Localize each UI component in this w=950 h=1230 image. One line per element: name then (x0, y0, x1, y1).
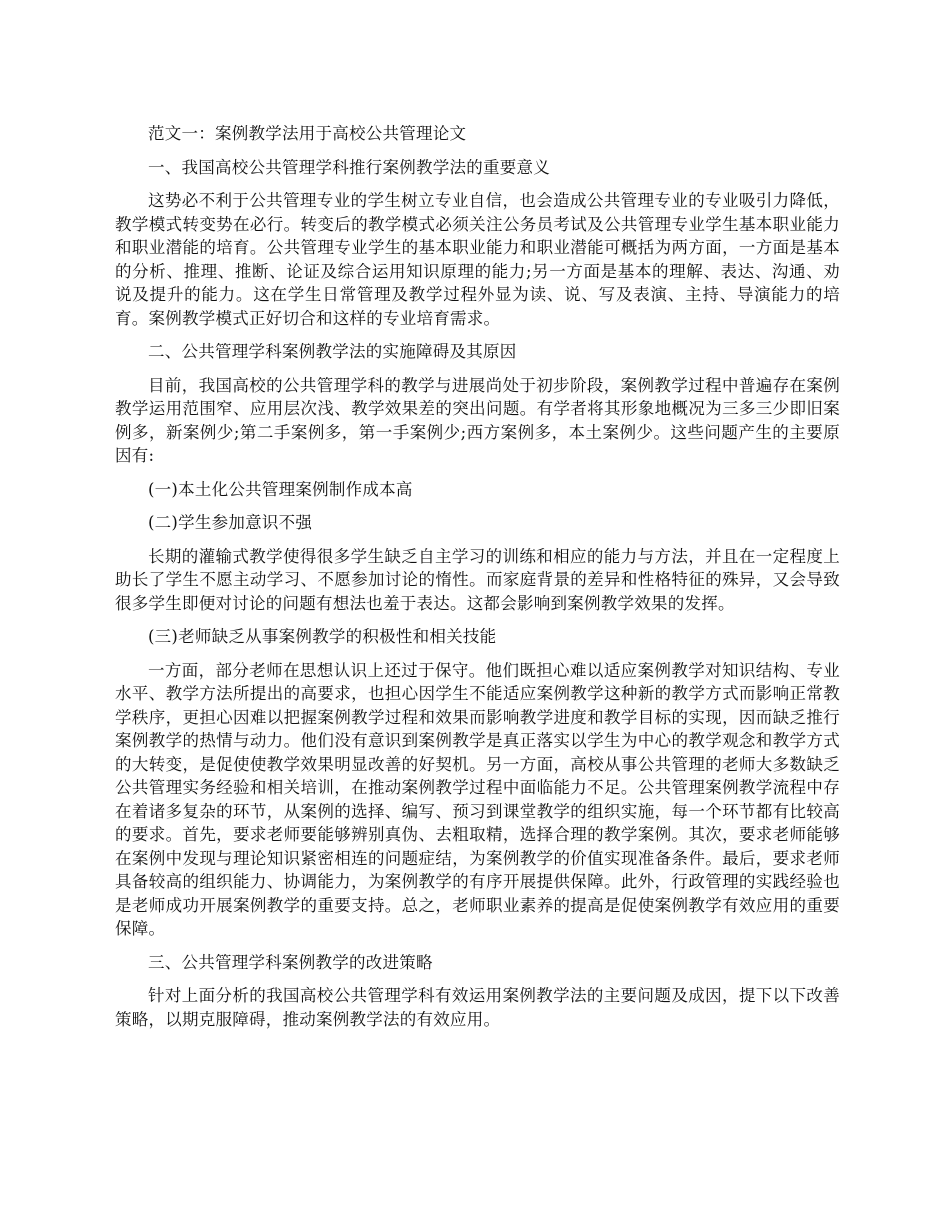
body-paragraph-1: 这势必不利于公共管理专业的学生树立专业自信，也会造成公共管理专业的专业吸引力降低，教学模式转变势在必行。转变后的教学模式必须关注公务员考试及公共管理专业学生基本职业能力和职业潜能的培育。公共管理专业学生的基本职业能力和职业潜能可概括为两方面，一方面是基本的分析、推理、推断、论证及综合运用知识原理的能力;另一方面是基本的理解、表达、沟通、劝说及提升的能力。这在学生日常管理及教学过程外显为读、说、写及表演、主持、导演能力的培育。案例教学模式正好切合和这样的专业培育需求。 (115, 191, 840, 328)
body-paragraph-3: 长期的灌输式教学使得很多学生缺乏自主学习的训练和相应的能力与方法，并且在一定程度上助长了学生不愿主动学习、不愿参加讨论的惰性。而家庭背景的差异和性格特征的殊异，又会导致很多学生即便对讨论的问题有想法也羞于表达。这都会影响到案例教学效果的发挥。 (115, 546, 840, 613)
subsection-heading-2: (二)学生参加意识不强 (148, 513, 313, 532)
document-body (115, 122, 840, 1041)
document-title: 范文一：案例教学法用于高校公共管理论文 (148, 124, 467, 143)
body-paragraph-5: 针对上面分析的我国高校公共管理学科有效运用案例教学法的主要问题及成因，提下以下改善策略，以期克服障碍，推动案例教学法的有效应用。 (115, 986, 840, 1029)
subsection-heading-3: (三)老师缺乏从事案例教学的积极性和相关技能 (148, 627, 497, 646)
body-paragraph-2: 目前，我国高校的公共管理学科的教学与进展尚处于初步阶段，案例教学过程中普遍存在案例教学运用范围窄、应用层次浅、教学效果差的突出问题。有学者将其形象地概况为三多三少即旧案例多，新案例少;第二手案例多，第一手案例少;西方案例多，本土案例少。这些问题产生的主要原因有: (115, 375, 840, 465)
section-heading-3: 三、公共管理学科案例教学的改进策略 (148, 952, 433, 972)
body-paragraph-4: 一方面，部分老师在思想认识上还过于保守。他们既担心难以适应案例教学对知识结构、专业水平、教学方法所提出的高要求，也担心因学生不能适应案例教学这种新的教学方式而影响正常教学秩序，更担心因难以把握案例教学过程和效果而影响教学进度和教学目标的实现，因而缺乏推行案例教学的热情与动力。他们没有意识到案例教学是真正落实以学生为中心的教学观念和教学方式的大转变，是促使使教学效果明显改善的好契机。另一方面，高校从事公共管理的老师大多数缺乏公共管理实务经验和相关培训，在推动案例教学过程中面临能力不足。公共管理案例教学流程中存在着诸多复杂的环节，从案例的选择、编写、预习到课堂教学的组织实施，每一个环节都有比较高的要求。首先，要求老师要能够辨别真伪、去粗取精，选择合理的教学案例。其次，要求老师能够在案例中发现与理论知识紧密相连的问题症结，为案例教学的价值实现准备条件。最后，要求老师具备较高的组织能力、协调能力，为案例教学的有序开展提供保障。此外，行政管理的实践经验也是老师成功开展案例教学的重要支持。总之，老师职业素养的提高是促使案例教学有效应用的重要保障。 (115, 660, 840, 938)
section-heading-2: 二、公共管理学科案例教学法的实施障碍及其原因 (148, 342, 517, 361)
subsection-heading-1: (一)本土化公共管理案例制作成本高 (148, 479, 413, 499)
section-heading-1: 一、我国高校公共管理学科推行案例教学法的重要意义 (148, 157, 550, 177)
